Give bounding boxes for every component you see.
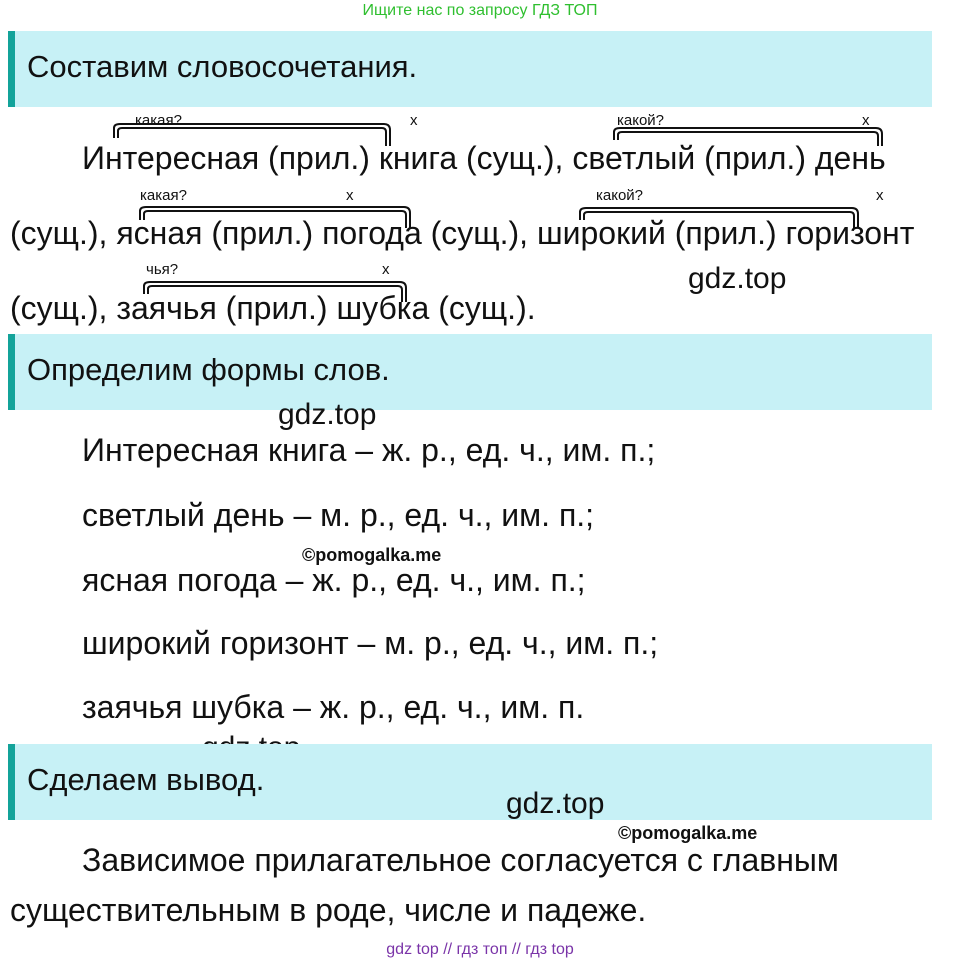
- question-label: какой?: [617, 112, 665, 129]
- phrase-line-3: (сущ.), заячья (прил.) шубка (сущ.).: [10, 290, 536, 326]
- section-title: Определим формы слов.: [27, 352, 390, 387]
- watermark-pomogalka: ©pomogalka.me: [302, 545, 442, 565]
- section-title: Сделаем вывод.: [27, 762, 265, 797]
- form-line-2: светлый день – м. р., ед. ч., им. п.;: [82, 497, 595, 533]
- x-mark: x: [382, 261, 390, 278]
- conclusion-line-1: Зависимое прилагательное согласуется с главным: [82, 842, 839, 878]
- section-title: Составим словосочетания.: [27, 49, 418, 84]
- x-mark: x: [410, 112, 418, 129]
- form-line-1: Интересная книга – ж. р., ед. ч., им. п.;: [82, 432, 656, 468]
- question-label: какая?: [140, 187, 187, 204]
- top-banner: Ищите нас по запросу ГДЗ ТОП: [362, 2, 598, 19]
- bottom-banner: gdz top // гдз топ // гдз top: [386, 941, 574, 958]
- x-mark: x: [862, 112, 870, 129]
- question-label: какой?: [596, 187, 644, 204]
- watermark-gdz: gdz.top: [278, 398, 377, 431]
- question-label: чья?: [146, 261, 179, 278]
- x-mark: x: [876, 187, 884, 204]
- section-header-forms: [8, 334, 932, 410]
- question-label: какая?: [135, 112, 182, 129]
- form-line-4: широкий горизонт – м. р., ед. ч., им. п.;: [82, 625, 659, 661]
- conclusion-line-2: существительным в роде, числе и падеже.: [10, 892, 647, 928]
- section-header-conclusion: [8, 744, 932, 820]
- form-line-5: заячья шубка – ж. р., ед. ч., им. п.: [82, 689, 585, 725]
- phrase-line-1: Интересная (прил.) книга (сущ.), светлый (прил.) день: [82, 140, 886, 176]
- phrase-line-2: (сущ.), ясная (прил.) погода (сущ.), широкий (прил.) горизонт: [10, 215, 915, 251]
- watermark-pomogalka: ©pomogalka.me: [618, 823, 758, 843]
- form-line-3: ясная погода – ж. р., ед. ч., им. п.;: [82, 562, 586, 598]
- x-mark: x: [346, 187, 354, 204]
- watermark-gdz: gdz.top: [506, 787, 605, 820]
- watermark-gdz: gdz.top: [688, 262, 787, 295]
